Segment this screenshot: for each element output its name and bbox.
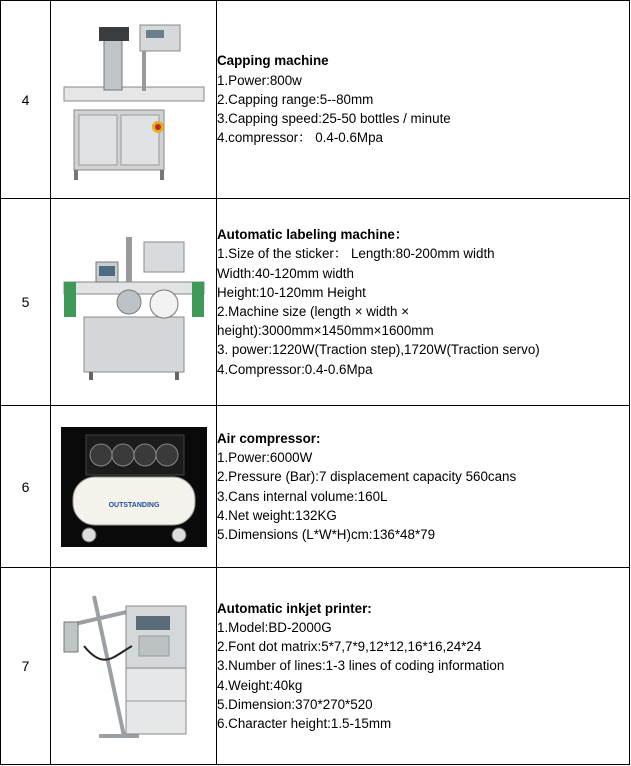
spec-line: 1.Model:BD-2000G [217,619,332,635]
spec-description [217,1,630,199]
spec-line: 1.Power:6000W [217,450,313,466]
spec-line: Width:40-120mm width [217,265,354,281]
spec-line: 1.Size of the sticker： Length:80-200mm width [217,246,495,262]
spec-line: 4.Weight:40kg [217,677,303,693]
row-number: 7 [1,568,51,765]
spec-description [217,568,630,765]
item-title: Air compressor: [217,430,321,446]
spec-line: 3.Capping speed:25-50 bottles / minute [217,111,451,127]
spec-description [217,406,630,568]
spec-line: 1.Power:800w [217,72,302,88]
spec-line: 5.Dimension:370*270*520 [217,696,373,712]
spec-line: height):3000mm×1450mm×1600mm [217,323,434,339]
spec-line: 2.Font dot matrix:5*7,7*9,12*12,16*16,24*24 [217,639,482,655]
compressor-brand-label: OUTSTANDING [108,501,159,509]
row-number: 5 [1,199,51,406]
spec-line: 2.Machine size (length × width × [217,304,410,319]
spec-line: 4.Net weight:132KG [217,507,337,523]
inkjet-printer-image [51,568,217,765]
item-title: Capping machine [217,53,329,69]
spec-description [217,199,630,406]
spec-line: 3. power:1220W(Traction step),1720W(Traction servo) [217,342,540,358]
spec-line: 3.Cans internal volume:160L [217,488,388,504]
table-row [1,568,630,765]
table-row [1,199,630,406]
row-number: 4 [1,1,51,199]
table-row [1,406,630,568]
air-compressor-image [51,406,217,568]
item-title: Automatic labeling machine： [217,227,409,243]
item-title: Automatic inkjet printer: [217,600,372,616]
labeling-machine-image [51,199,217,406]
capping-machine-image [51,1,217,199]
spec-line: 5.Dimensions (L*W*H)cm:136*48*79 [217,526,436,542]
spec-line: Height:10-120mm Height [217,284,366,300]
spec-line: 4.Compressor:0.4-0.6Mpa [217,361,373,377]
spec-line: 2.Capping range:5--80mm [217,91,374,107]
spec-line: 2.Pressure (Bar):7 displacement capacity 560cans [217,469,517,485]
table-row [1,1,630,199]
spec-line: 3.Number of lines:1-3 lines of coding information [217,658,505,674]
row-number: 6 [1,406,51,568]
spec-line: 4.compressor： 0.4-0.6Mpa [217,130,383,146]
spec-line: 6.Character height:1.5-15mm [217,716,392,731]
